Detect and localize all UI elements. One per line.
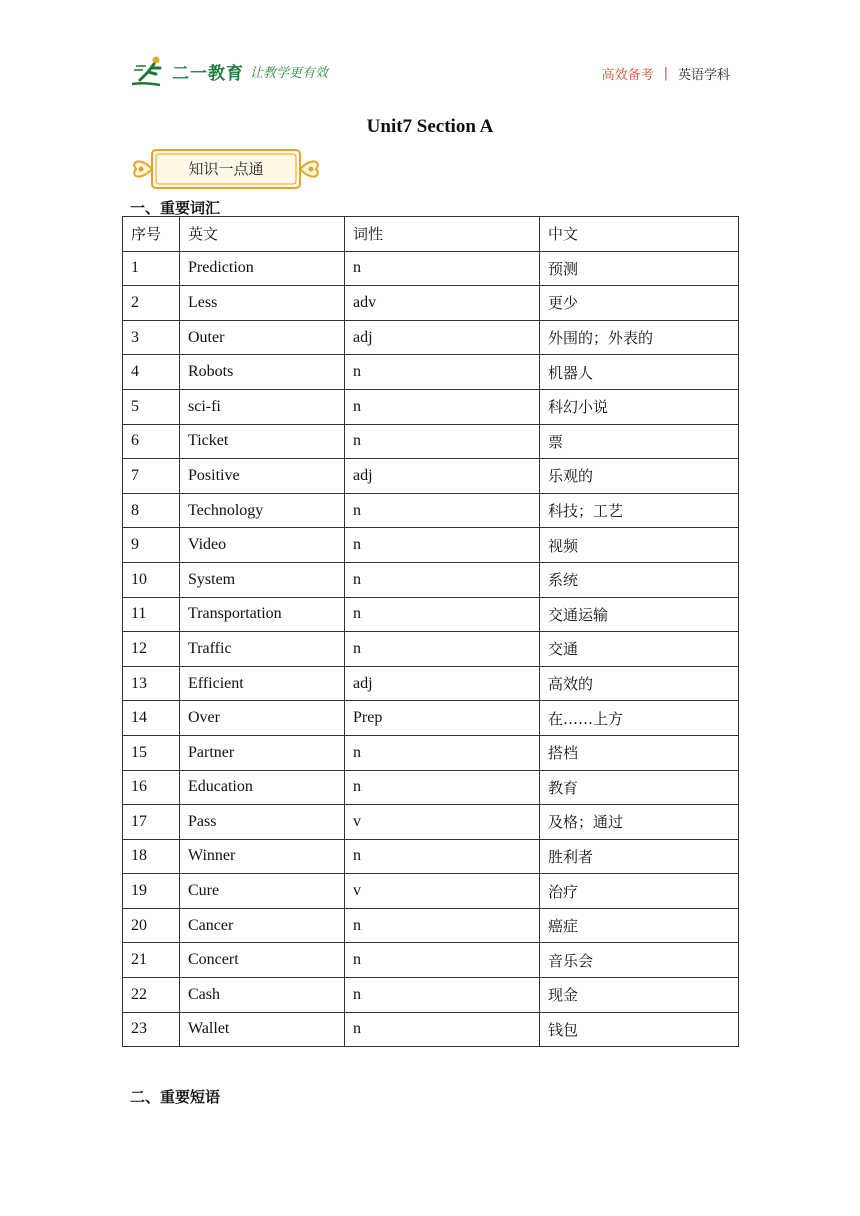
cell-english: Ticket [180, 424, 345, 459]
table-row [123, 493, 739, 528]
cell-part-of-speech: n [345, 389, 540, 424]
cell-number: 1 [123, 251, 180, 286]
banner-label: 知识一点通 [188, 160, 264, 178]
cell-english: Positive [180, 459, 345, 494]
cell-chinese: 乐观的 [540, 459, 739, 494]
cell-chinese: 及格；通过 [540, 805, 739, 840]
cell-number: 15 [123, 735, 180, 770]
cell-english: Efficient [180, 666, 345, 701]
section-banner [128, 146, 324, 196]
cell-number: 4 [123, 355, 180, 390]
cell-part-of-speech: n [345, 597, 540, 632]
table-row [123, 286, 739, 321]
cell-english: Outer [180, 320, 345, 355]
cell-english: Cure [180, 874, 345, 909]
cell-number: 9 [123, 528, 180, 563]
cell-chinese: 治疗 [540, 874, 739, 909]
table-row [123, 424, 739, 459]
logo-slogan: 让教学更有效 [250, 65, 329, 81]
cell-number: 23 [123, 1012, 180, 1047]
table-row [123, 666, 739, 701]
cell-number: 20 [123, 908, 180, 943]
vocabulary-table [122, 216, 739, 1047]
cell-english: Pass [180, 805, 345, 840]
cell-part-of-speech: n [345, 770, 540, 805]
cell-chinese: 搭档 [540, 735, 739, 770]
cell-english: sci-fi [180, 389, 345, 424]
cell-english: Less [180, 286, 345, 321]
cell-part-of-speech: adv [345, 286, 540, 321]
subject-label: 英语学科 [677, 68, 730, 83]
cell-number: 11 [123, 597, 180, 632]
section-heading-vocabulary: 一、重要词汇 [130, 199, 221, 217]
cell-part-of-speech: n [345, 839, 540, 874]
cell-number: 5 [123, 389, 180, 424]
cell-chinese: 在……上方 [540, 701, 739, 736]
cell-chinese: 胜利者 [540, 839, 739, 874]
table-row [123, 943, 739, 978]
table-row [123, 459, 739, 494]
cell-part-of-speech: n [345, 424, 540, 459]
cell-chinese: 科幻小说 [540, 389, 739, 424]
cell-number: 17 [123, 805, 180, 840]
cell-chinese: 现金 [540, 978, 739, 1013]
cell-number: 21 [123, 943, 180, 978]
cell-part-of-speech: n [345, 1012, 540, 1047]
cell-english: Winner [180, 839, 345, 874]
cell-number: 10 [123, 562, 180, 597]
cell-english: Partner [180, 735, 345, 770]
running-figure-logo-icon [130, 54, 170, 88]
header-tagline [602, 64, 730, 83]
cell-english: Transportation [180, 597, 345, 632]
cell-english: Technology [180, 493, 345, 528]
cell-part-of-speech: n [345, 562, 540, 597]
cell-part-of-speech: v [345, 874, 540, 909]
cell-chinese: 系统 [540, 562, 739, 597]
brand-tag: 高效备考 [601, 68, 654, 83]
table-row [123, 908, 739, 943]
cell-english: Over [180, 701, 345, 736]
table-row [123, 355, 739, 390]
header-part-of-speech: 词性 [345, 217, 540, 252]
cell-chinese: 癌症 [540, 908, 739, 943]
cell-chinese: 票 [540, 424, 739, 459]
table-row [123, 701, 739, 736]
cell-number: 12 [123, 632, 180, 667]
cell-chinese: 高效的 [540, 666, 739, 701]
cell-number: 14 [123, 701, 180, 736]
page-header [0, 0, 860, 100]
cell-english: Concert [180, 943, 345, 978]
cell-part-of-speech: n [345, 493, 540, 528]
logo-name: 二一教育 [172, 63, 244, 84]
header-english: 英文 [180, 217, 345, 252]
cell-english: Traffic [180, 632, 345, 667]
cell-number: 13 [123, 666, 180, 701]
cell-chinese: 钱包 [540, 1012, 739, 1047]
table-row [123, 562, 739, 597]
cell-number: 2 [123, 286, 180, 321]
table-row [123, 1012, 739, 1047]
table-row [123, 632, 739, 667]
cell-chinese: 更少 [540, 286, 739, 321]
cell-part-of-speech: adj [345, 459, 540, 494]
table-row [123, 735, 739, 770]
cell-number: 22 [123, 978, 180, 1013]
cell-number: 19 [123, 874, 180, 909]
header-number: 序号 [123, 217, 180, 252]
cell-number: 8 [123, 493, 180, 528]
table-row [123, 805, 739, 840]
cell-part-of-speech: v [345, 805, 540, 840]
cell-english: Wallet [180, 1012, 345, 1047]
table-row [123, 528, 739, 563]
cell-english: Robots [180, 355, 345, 390]
cell-part-of-speech: n [345, 528, 540, 563]
vocabulary-table-body [123, 251, 739, 1047]
cell-chinese: 交通 [540, 632, 739, 667]
table-header-row [123, 217, 739, 252]
page-title: Unit7 Section A [366, 116, 494, 137]
cell-chinese: 教育 [540, 770, 739, 805]
cell-english: Education [180, 770, 345, 805]
cell-part-of-speech: adj [345, 320, 540, 355]
cell-english: Cancer [180, 908, 345, 943]
cell-chinese: 音乐会 [540, 943, 739, 978]
table-row [123, 389, 739, 424]
cell-chinese: 外围的；外表的 [540, 320, 739, 355]
section-heading-phrases: 二、重要短语 [130, 1088, 221, 1106]
cell-number: 18 [123, 839, 180, 874]
cell-english: Video [180, 528, 345, 563]
table-row [123, 320, 739, 355]
cell-english: Cash [180, 978, 345, 1013]
cell-part-of-speech: n [345, 632, 540, 667]
cell-chinese: 预测 [540, 251, 739, 286]
table-row [123, 874, 739, 909]
header-chinese: 中文 [540, 217, 739, 252]
cell-chinese: 交通运输 [540, 597, 739, 632]
cell-chinese: 机器人 [540, 355, 739, 390]
header-separator: | [663, 66, 668, 81]
cell-part-of-speech: n [345, 251, 540, 286]
cell-part-of-speech: n [345, 943, 540, 978]
cell-number: 6 [123, 424, 180, 459]
cell-part-of-speech: n [345, 978, 540, 1013]
cell-chinese: 科技；工艺 [540, 493, 739, 528]
cell-number: 7 [123, 459, 180, 494]
table-row [123, 597, 739, 632]
cell-english: Prediction [180, 251, 345, 286]
table-row [123, 251, 739, 286]
cell-chinese: 视频 [540, 528, 739, 563]
cell-english: System [180, 562, 345, 597]
logo [130, 54, 328, 88]
cell-number: 3 [123, 320, 180, 355]
cell-number: 16 [123, 770, 180, 805]
table-row [123, 770, 739, 805]
cell-part-of-speech: n [345, 355, 540, 390]
table-row [123, 978, 739, 1013]
cell-part-of-speech: Prep [345, 701, 540, 736]
cell-part-of-speech: n [345, 735, 540, 770]
cell-part-of-speech: adj [345, 666, 540, 701]
table-row [123, 839, 739, 874]
cell-part-of-speech: n [345, 908, 540, 943]
